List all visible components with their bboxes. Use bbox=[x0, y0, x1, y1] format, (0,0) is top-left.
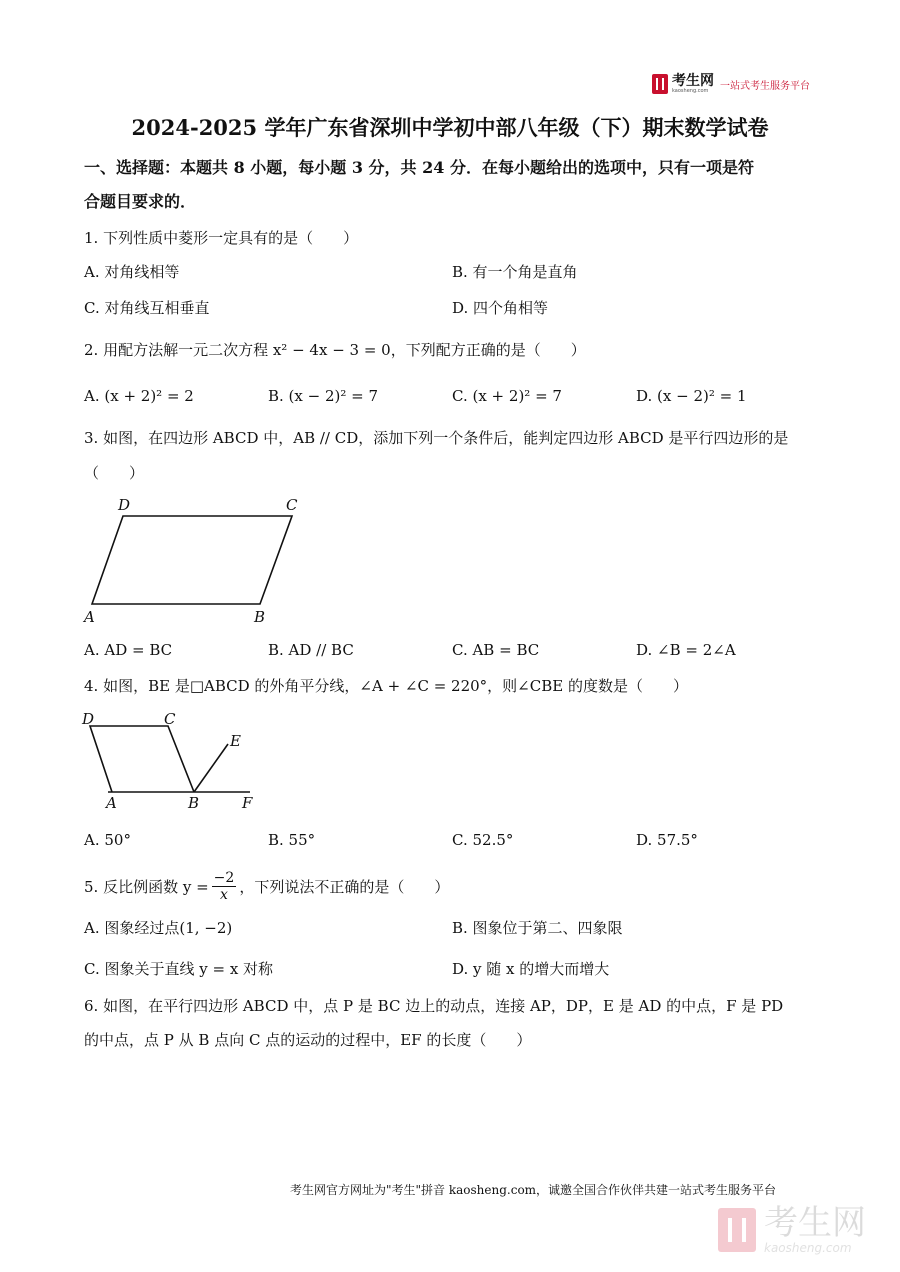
question-1-stem: 1. 下列性质中菱形一定具有的是（ ） bbox=[84, 229, 359, 247]
logo-slogan: 一站式考生服务平台 bbox=[720, 80, 810, 92]
figure-4-label-c: C bbox=[164, 710, 176, 728]
figure-3-label-a: A bbox=[84, 608, 95, 626]
page-title: 2024-2025 学年广东省深圳中学初中部八年级（下）期末数学试卷 bbox=[131, 115, 769, 140]
question-1-option-b: B. 有一个角是直角 bbox=[452, 263, 578, 281]
watermark-name: 考生网 bbox=[764, 1203, 866, 1243]
footer-note: 考生网官方网址为"考生"拼音 kaosheng.com，诚邀全国合作伙伴共建一站式考生服务平台 bbox=[290, 1183, 777, 1197]
question-4-option-d: D. 57.5° bbox=[636, 831, 698, 849]
figure-4-label-e: E bbox=[230, 732, 241, 750]
question-1-option-a: A. 对角线相等 bbox=[84, 263, 180, 281]
question-5-stem-post: ，下列说法不正确的是（ ） bbox=[239, 877, 450, 896]
question-2-option-d: D. (x − 2)² = 1 bbox=[636, 387, 747, 405]
figure-3-label-d: D bbox=[118, 496, 131, 514]
question-3-stem: 3. 如图，在四边形 ABCD 中，AB // CD，添加下列一个条件后，能判定四边形 ABCD 是平行四边形的是 bbox=[84, 429, 789, 447]
question-5-stem bbox=[84, 870, 449, 903]
figure-4-label-f: F bbox=[242, 794, 253, 812]
question-1-option-c: C. 对角线互相垂直 bbox=[84, 299, 210, 317]
question-2-option-c: C. (x + 2)² = 7 bbox=[452, 387, 562, 405]
section-heading-line1: 一、选择题：本题共 8 小题，每小题 3 分，共 24 分．在每小题给出的选项中，只有一项是符 bbox=[84, 158, 754, 177]
question-3-option-d: D. ∠B = 2∠A bbox=[636, 641, 736, 659]
question-6-stem-cont: 的中点，点 P 从 B 点向 C 点的运动的过程中，EF 的长度（ ） bbox=[84, 1031, 532, 1049]
question-5-option-a: A. 图象经过点(1, −2) bbox=[84, 919, 233, 937]
figure-3-shape bbox=[92, 516, 292, 604]
question-2-stem: 2. 用配方法解一元二次方程 x² − 4x − 3 = 0，下列配方正确的是（ ） bbox=[84, 341, 586, 359]
question-4-option-a: A. 50° bbox=[84, 831, 131, 849]
question-5-fraction-num: −2 bbox=[213, 870, 235, 886]
question-1-option-d: D. 四个角相等 bbox=[452, 299, 549, 317]
figure-3-label-c: C bbox=[286, 496, 298, 514]
question-5-option-b: B. 图象位于第二、四象限 bbox=[452, 919, 623, 937]
question-5-option-d: D. y 随 x 的增大而增大 bbox=[452, 960, 610, 978]
question-4-option-b: B. 55° bbox=[268, 831, 316, 849]
watermark-sub: kaosheng.com bbox=[764, 1241, 852, 1255]
logo-name: 考生网 bbox=[672, 73, 714, 89]
question-3-stem-cont: （ ） bbox=[84, 464, 145, 482]
logo-icon bbox=[652, 74, 668, 94]
figure-4-shape bbox=[90, 726, 194, 792]
question-4-option-c: C. 52.5° bbox=[452, 831, 514, 849]
section-heading-line2: 合题目要求的． bbox=[84, 192, 197, 211]
brand-logo bbox=[652, 72, 810, 96]
question-5-option-c: C. 图象关于直线 y = x 对称 bbox=[84, 960, 274, 978]
figure-4-bisector bbox=[194, 744, 228, 792]
question-4-stem: 4. 如图，BE 是□ABCD 的外角平分线，∠A + ∠C = 220°，则∠CBE 的度数是（ ） bbox=[84, 677, 688, 695]
watermark-logo-icon bbox=[718, 1208, 756, 1252]
figure-3-parallelogram bbox=[80, 490, 310, 630]
question-5-fraction bbox=[212, 870, 237, 903]
question-2-option-b: B. (x − 2)² = 7 bbox=[268, 387, 379, 405]
figure-3-label-b: B bbox=[254, 608, 266, 626]
figure-4-label-a: A bbox=[106, 794, 117, 812]
question-3-option-b: B. AD // BC bbox=[268, 641, 354, 659]
logo-sub: kaosheng.com bbox=[672, 88, 709, 94]
question-2-option-a: A. (x + 2)² = 2 bbox=[84, 387, 194, 405]
figure-4-label-b: B bbox=[188, 794, 200, 812]
question-3-option-c: C. AB = BC bbox=[452, 641, 540, 659]
question-6-stem: 6. 如图，在平行四边形 ABCD 中，点 P 是 BC 边上的动点，连接 AP，DP，E 是 AD 的中点，F 是 PD bbox=[84, 997, 784, 1015]
question-3-option-a: A. AD = BC bbox=[84, 641, 173, 659]
watermark bbox=[718, 1205, 866, 1255]
figure-4-label-d: D bbox=[82, 710, 95, 728]
question-5-fraction-den: x bbox=[220, 887, 228, 903]
figure-4-parallelogram bbox=[78, 706, 268, 816]
question-5-stem-pre: 5. 反比例函数 y = bbox=[84, 877, 209, 896]
